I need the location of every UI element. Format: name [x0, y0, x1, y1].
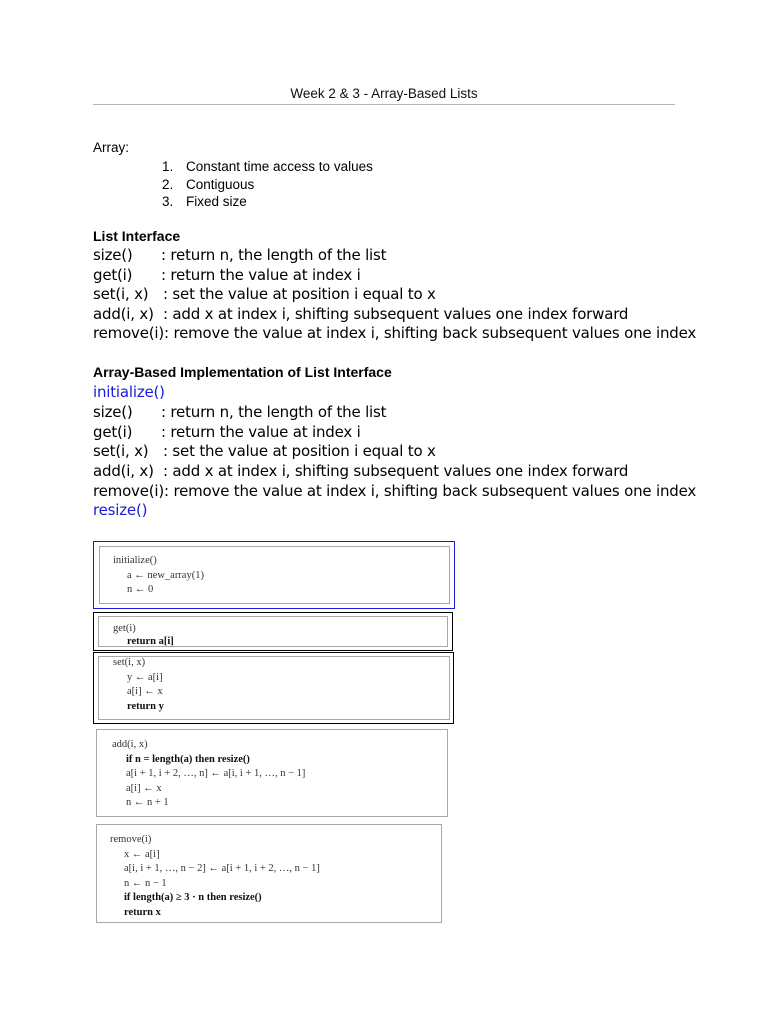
- interface-op-size: size() : return n, the length of the list: [93, 246, 387, 264]
- get-code: get(i) return a[i]: [113, 623, 174, 647]
- page-header: Week 2 & 3 - Array-Based Lists: [290, 86, 478, 101]
- impl-op-size: size() : return n, the length of the list: [93, 403, 387, 421]
- interface-op-get: get(i) : return the value at index i: [93, 266, 361, 284]
- remove-code: remove(i) x ← a[i] a[i, i + 1, …, n − 2] ← a[i + 1, i + 2, …, n − 1] n ← n − 1 if length(a) ≥ 3 · n then resize() return x: [110, 834, 320, 918]
- array-impl-title: Array-Based Implementation of List Interface: [93, 364, 392, 380]
- impl-op-get: get(i) : return the value at index i: [93, 423, 361, 441]
- list-item: 3. Fixed size: [162, 194, 247, 209]
- get-code-box: [93, 612, 453, 651]
- impl-op-remove: remove(i): remove the value at index i, shifting back subsequent values one index: [93, 482, 697, 500]
- header-divider: [93, 104, 675, 105]
- initialize-code: initialize() a ← new_array(1) n ← 0: [113, 555, 204, 595]
- interface-op-add: add(i, x) : add x at index i, shifting subsequent values one index forward: [93, 305, 629, 323]
- add-code: add(i, x) if n = length(a) then resize() a[i + 1, i + 2, …, n] ← a[i, i + 1, …, n − 1] a[i] ← x n ← n + 1: [112, 739, 306, 808]
- set-code-box: [93, 652, 454, 724]
- impl-op-initialize: initialize(): [93, 383, 165, 401]
- set-code: set(i, x) y ← a[i] a[i] ← x return y: [113, 657, 164, 712]
- impl-op-add: add(i, x) : add x at index i, shifting subsequent values one index forward: [93, 462, 629, 480]
- list-item: 1. Constant time access to values: [162, 159, 373, 174]
- initialize-code-box: [93, 541, 455, 609]
- list-interface-title: List Interface: [93, 228, 181, 244]
- remove-code-box: [96, 824, 442, 923]
- array-label: Array:: [93, 140, 130, 155]
- interface-op-set: set(i, x) : set the value at position i equal to x: [93, 285, 436, 303]
- list-item: 2. Contiguous: [162, 176, 255, 192]
- impl-op-set: set(i, x) : set the value at position i equal to x: [93, 442, 436, 460]
- impl-op-resize: resize(): [93, 501, 148, 519]
- array-properties-list: [162, 158, 373, 211]
- add-code-box: [96, 729, 448, 817]
- interface-op-remove: remove(i): remove the value at index i, shifting back subsequent values one index: [93, 324, 697, 342]
